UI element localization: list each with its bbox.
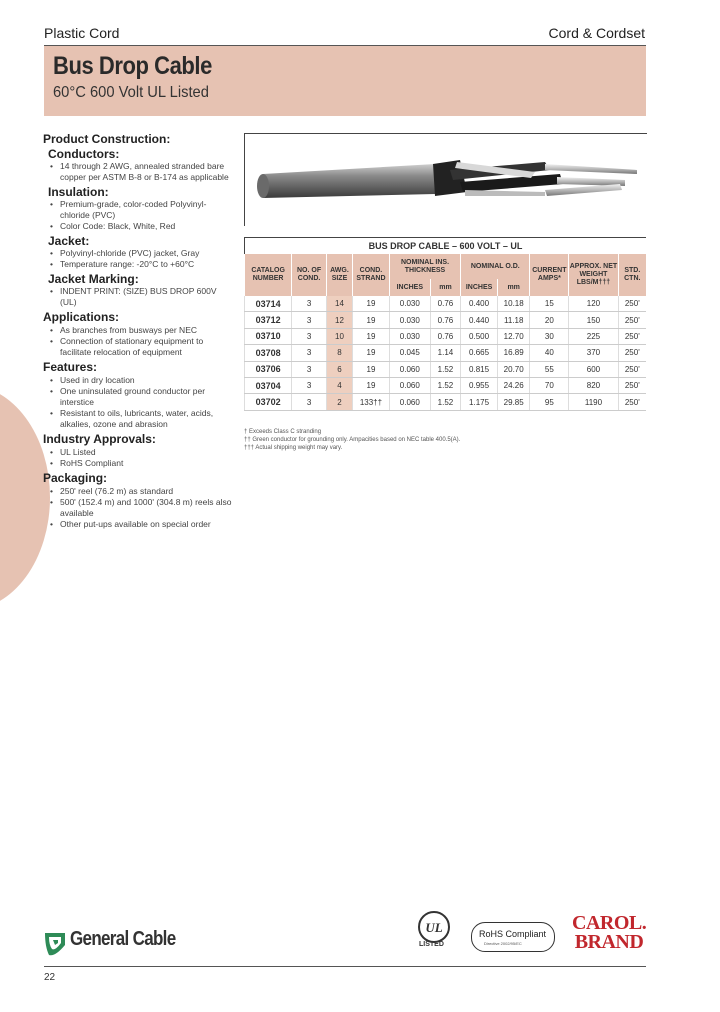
bullet-item: • INDENT PRINT: (SIZE) BUS DROP 600V (UL): [43, 286, 233, 308]
construction-sections: [43, 147, 233, 308]
col-cond-no: NO. OF COND.: [292, 254, 327, 296]
footnote: † Exceeds Class C stranding: [244, 429, 322, 435]
spec-table: [244, 237, 646, 411]
category-left: Plastic Cord: [44, 25, 120, 41]
table-cell: 20: [530, 312, 569, 328]
spec-section: [43, 234, 233, 270]
table-cell: 15: [530, 296, 569, 312]
table-cell: 6: [326, 361, 352, 377]
table-cell: 1.14: [430, 345, 460, 361]
table-cell: 1190: [569, 394, 618, 410]
table-cell: 600: [569, 361, 618, 377]
table-cell: 95: [530, 394, 569, 410]
rohs-label: RoHS Compliant: [479, 929, 547, 939]
table-row: [245, 377, 647, 393]
construction-heading: Product Construction:: [43, 132, 171, 146]
table-cell: 820: [569, 377, 618, 393]
cable-photo: [244, 133, 647, 226]
col-od: NOMINAL O.D.: [461, 254, 530, 279]
bullet-list: [43, 161, 233, 183]
footnote: ††† Actual shipping weight may vary.: [244, 445, 343, 451]
table-cell: 70: [530, 377, 569, 393]
table-cell: 0.030: [389, 312, 430, 328]
table-row: [245, 296, 647, 312]
page-title: Bus Drop Cable: [53, 52, 212, 80]
table-cell: 0.060: [389, 361, 430, 377]
spec-section: [43, 471, 233, 530]
col-catalog: CATALOG NUMBER: [245, 254, 292, 296]
table-caption: BUS DROP CABLE – 600 VOLT – UL: [244, 237, 646, 254]
table-row: [245, 394, 647, 410]
table-cell: 1.52: [430, 377, 460, 393]
section-title: Conductors:: [48, 147, 120, 161]
bullet-list: [43, 248, 233, 270]
section-title: Applications:: [43, 310, 120, 324]
table-cell: 19: [353, 345, 390, 361]
table-cell: 8: [326, 345, 352, 361]
table-row: [245, 312, 647, 328]
bullet-item: • Color Code: Black, White, Red: [43, 221, 233, 232]
table-cell: 3: [292, 296, 327, 312]
table-cell: 0.060: [389, 377, 430, 393]
table-cell: 10.18: [497, 296, 530, 312]
table-cell: 3: [292, 312, 327, 328]
catalog-number: 03704: [245, 377, 292, 393]
col-ins-inches: INCHES: [389, 279, 430, 296]
spec-section: [43, 147, 233, 183]
catalog-number: 03712: [245, 312, 292, 328]
bullet-item: • 500' (152.4 m) and 1000' (304.8 m) reels also available: [43, 497, 233, 519]
table-cell: 11.18: [497, 312, 530, 328]
col-awg: AWG. SIZE: [326, 254, 352, 296]
svg-text:UL: UL: [425, 920, 443, 935]
table-cell: 225: [569, 328, 618, 344]
table-cell: 12.70: [497, 328, 530, 344]
carol-line2: BRAND: [574, 931, 644, 953]
table-cell: 3: [292, 361, 327, 377]
table-cell: 24.26: [497, 377, 530, 393]
table-cell: 1.52: [430, 394, 460, 410]
bullet-item: • Premium-grade, color-coded Polyvinyl-chloride (PVC): [43, 199, 233, 221]
table-row: [245, 361, 647, 377]
table-cell: 250': [618, 312, 646, 328]
table-cell: 0.060: [389, 394, 430, 410]
table-cell: 3: [292, 328, 327, 344]
table-cell: 16.89: [497, 345, 530, 361]
table-cell: 250': [618, 361, 646, 377]
table-cell: 12: [326, 312, 352, 328]
bullet-list: [43, 325, 233, 358]
section-title: Industry Approvals:: [43, 432, 156, 446]
bullet-item: • RoHS Compliant: [43, 458, 233, 469]
table-cell: 370: [569, 345, 618, 361]
other-sections: [43, 310, 233, 530]
rohs-sub: Directive 2002/95/EC: [484, 941, 522, 946]
bullet-item: • 14 through 2 AWG, annealed stranded bare copper per ASTM B-8 or B-174 as applicable: [43, 161, 233, 183]
bullet-item: • Used in dry location: [43, 375, 233, 386]
table-cell: 3: [292, 345, 327, 361]
ul-label: LISTED: [419, 941, 444, 948]
catalog-number: 03710: [245, 328, 292, 344]
table-cell: 120: [569, 296, 618, 312]
footnote: †† Green conductor for grounding only. Ampacities based on NEC table 400.5(A).: [244, 437, 461, 443]
col-ins: NOMINAL INS. THICKNESS: [389, 254, 460, 279]
section-title: Insulation:: [48, 185, 109, 199]
table-cell: 250': [618, 377, 646, 393]
bullet-item: • Polyvinyl-chloride (PVC) jacket, Gray: [43, 248, 233, 259]
table-row: [245, 328, 647, 344]
table-footnotes: [244, 428, 460, 452]
table-cell: 0.440: [461, 312, 498, 328]
bullet-item: • Connection of stationary equipment to facilitate relocation of equipment: [43, 336, 233, 358]
section-title: Jacket Marking:: [48, 272, 139, 286]
bullet-list: [43, 486, 233, 530]
table-cell: 0.665: [461, 345, 498, 361]
table-cell: 19: [353, 328, 390, 344]
page-subtitle: 60°C 600 Volt UL Listed: [53, 84, 209, 101]
page-number: 22: [44, 972, 56, 983]
table-cell: 250': [618, 296, 646, 312]
table-cell: 20.70: [497, 361, 530, 377]
bullet-item: • UL Listed: [43, 447, 233, 458]
table-cell: 150: [569, 312, 618, 328]
spec-section: [43, 272, 233, 308]
carol-line1: CAROL.: [572, 912, 647, 934]
table-cell: 0.76: [430, 328, 460, 344]
bullet-item: • One uninsulated ground conductor per interstice: [43, 386, 233, 408]
bullet-item: • 250' reel (76.2 m) as standard: [43, 486, 233, 497]
footer-divider: [44, 966, 646, 967]
col-od-mm: mm: [497, 279, 530, 296]
bullet-item: • Temperature range: -20°C to +60°C: [43, 259, 233, 270]
table-cell: 19: [353, 377, 390, 393]
table-cell: 0.045: [389, 345, 430, 361]
table-cell: 3: [292, 394, 327, 410]
table-cell: 29.85: [497, 394, 530, 410]
table-body: [245, 296, 647, 410]
category-right: Cord & Cordset: [548, 25, 645, 41]
table-cell: 250': [618, 328, 646, 344]
spec-grid: [244, 254, 646, 411]
catalog-number: 03708: [245, 345, 292, 361]
bullet-item: • Resistant to oils, lubricants, water, acids, alkalies, ozone and abrasion: [43, 408, 233, 430]
spec-section: [43, 185, 233, 232]
table-cell: 14: [326, 296, 352, 312]
table-cell: 133††: [353, 394, 390, 410]
col-od-inches: INCHES: [461, 279, 498, 296]
col-weight: APPROX. NET WEIGHT LBS/M†††: [569, 254, 618, 296]
section-title: Features:: [43, 360, 98, 374]
bullet-list: [43, 447, 233, 469]
table-cell: 1.175: [461, 394, 498, 410]
table-cell: 30: [530, 328, 569, 344]
table-cell: 19: [353, 361, 390, 377]
table-cell: 0.030: [389, 328, 430, 344]
carol-brand-logo: [572, 914, 646, 952]
table-cell: 1.52: [430, 361, 460, 377]
spec-section: [43, 310, 233, 358]
catalog-number: 03702: [245, 394, 292, 410]
table-cell: 4: [326, 377, 352, 393]
col-ctn: STD. CTN.: [618, 254, 646, 296]
spec-section: [43, 360, 233, 430]
table-cell: 0.955: [461, 377, 498, 393]
brand-name: General Cable: [70, 928, 176, 950]
table-cell: 19: [353, 312, 390, 328]
bullet-list: [43, 199, 233, 232]
spec-section: [43, 432, 233, 469]
bullet-list: [43, 375, 233, 430]
section-title: Packaging:: [43, 471, 108, 485]
bullet-item: • As branches from busways per NEC: [43, 325, 233, 336]
table-cell: 250': [618, 345, 646, 361]
table-cell: 19: [353, 296, 390, 312]
table-row: [245, 345, 647, 361]
catalog-number: 03706: [245, 361, 292, 377]
table-cell: 0.815: [461, 361, 498, 377]
table-cell: 2: [326, 394, 352, 410]
catalog-number: 03714: [245, 296, 292, 312]
table-cell: 55: [530, 361, 569, 377]
table-cell: 0.030: [389, 296, 430, 312]
col-strand: COND. STRAND: [353, 254, 390, 296]
table-cell: 40: [530, 345, 569, 361]
table-cell: 0.76: [430, 312, 460, 328]
table-cell: 3: [292, 377, 327, 393]
col-ins-mm: mm: [430, 279, 460, 296]
table-cell: 250': [618, 394, 646, 410]
table-cell: 10: [326, 328, 352, 344]
spec-column: [43, 132, 233, 532]
section-title: Jacket:: [48, 234, 90, 248]
bullet-list: [43, 286, 233, 308]
table-cell: 0.400: [461, 296, 498, 312]
table-cell: 0.76: [430, 296, 460, 312]
table-cell: 0.500: [461, 328, 498, 344]
col-amps: CURRENT AMPS*: [530, 254, 569, 296]
bullet-item: • Other put-ups available on special order: [43, 519, 233, 530]
